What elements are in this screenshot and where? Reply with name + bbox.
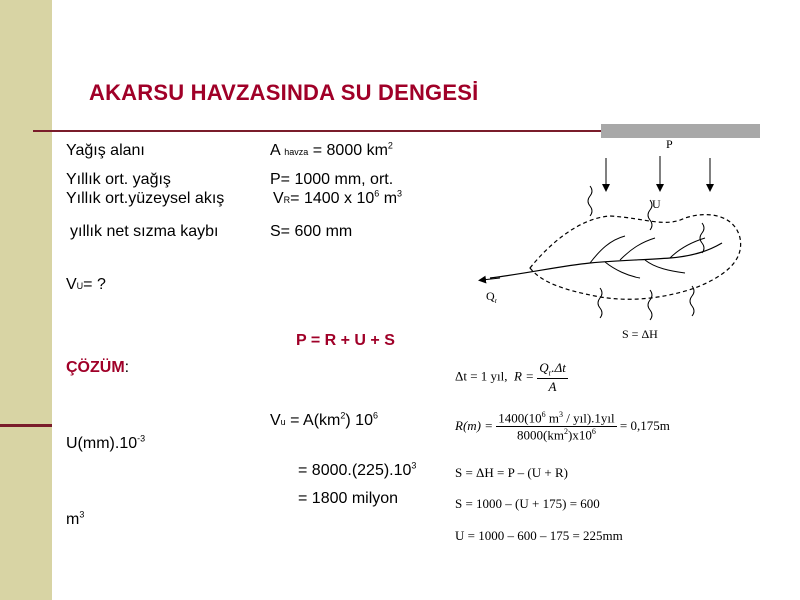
calc-line-1: $Vu = A(km^2)$ $10^6$	[270, 410, 378, 429]
runoff-label: Yıllık ort.yüzeysel akış	[66, 190, 225, 207]
label-p: P	[666, 138, 673, 151]
seepage-label: yıllık net sızma kaybı	[70, 223, 219, 240]
label-qr: $Q_r$	[486, 289, 498, 305]
calc-line-3: = $8000.(225).10^3$	[298, 460, 417, 479]
title-divider-right	[601, 124, 760, 138]
calc-line-5: $m^3$	[66, 509, 85, 528]
formula-1: Δt = 1 yıl, R = $\frac{Q_r.\Delta t}{A}$	[455, 360, 566, 394]
wavy-line	[598, 288, 602, 318]
formula-4: S = 1000 – (U + 175) = 600	[455, 496, 600, 511]
runoff-value: VR= 1400 x $10^6$ $m^3$	[273, 188, 403, 207]
seepage-value: S= 600 mm	[270, 223, 353, 240]
area-value: A havza = 8000 $km^2$	[270, 140, 393, 159]
formula-5: U = 1000 – 600 – 175 = 225mm	[455, 528, 623, 543]
basin-boundary	[530, 215, 741, 300]
slide-title: AKARSU HAVZASINDA SU DENGESİ	[89, 80, 479, 105]
tributary	[620, 238, 655, 260]
tributary	[645, 260, 685, 273]
precip-label: Yıllık ort. yağış	[66, 171, 171, 188]
title-divider	[33, 130, 601, 132]
wavy-line	[588, 186, 592, 216]
tributary	[605, 262, 640, 278]
left-decorative-band	[0, 0, 52, 600]
formula-2: R(m) = $\frac{1400(10^6 m^3 / yıl).1yıl}{8000(km^2)x10^6}$ = 0,175m	[455, 410, 670, 443]
wavy-line	[690, 286, 694, 316]
solution-heading: ÇÖZÜM:	[66, 359, 130, 376]
label-u: U	[652, 197, 661, 211]
calc-line-4: = 1800 milyon	[298, 490, 399, 507]
water-balance-equation: P = R + U + S	[296, 332, 395, 349]
formula-3: S = ΔH = P – (U + R)	[455, 465, 568, 480]
left-band-rule	[0, 424, 52, 427]
calc-line-2: $U(mm).10^{-3}$	[66, 433, 146, 452]
label-s: S = ΔH	[622, 327, 658, 341]
tributary	[590, 236, 625, 263]
area-label: Yağış alanı	[66, 142, 145, 159]
tributary	[670, 238, 705, 258]
watershed-diagram	[470, 138, 770, 348]
question: VU= ?	[66, 276, 106, 293]
wavy-line	[648, 290, 652, 320]
precip-value: P= 1000 mm, ort.	[270, 171, 394, 188]
main-river	[490, 243, 722, 278]
